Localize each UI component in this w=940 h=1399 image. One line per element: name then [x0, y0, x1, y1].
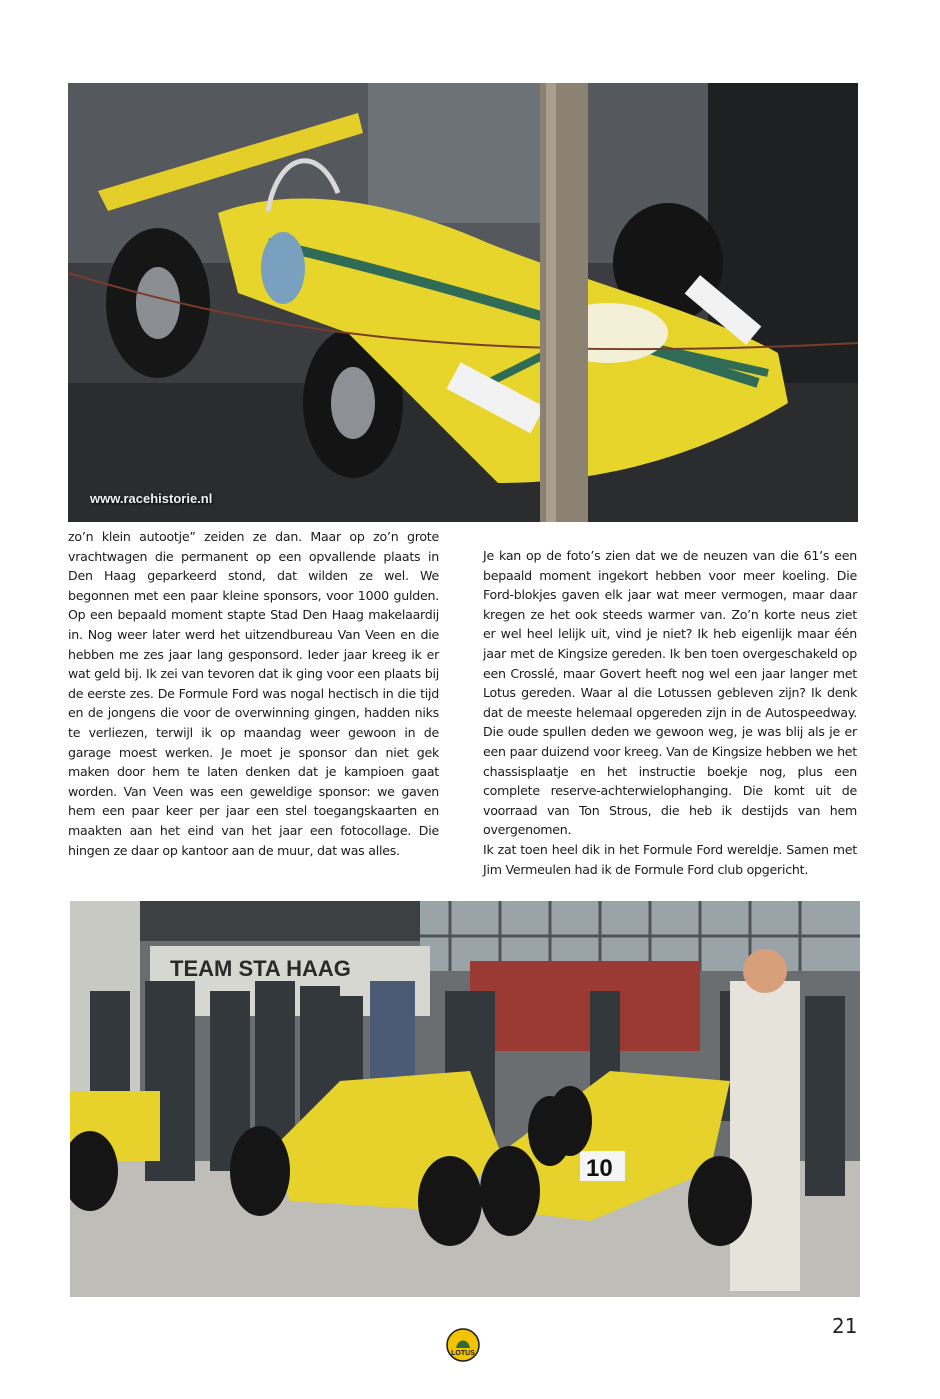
photo-pit-lane-group	[70, 901, 860, 1297]
paragraph: Ik zat toen heel dik in het Formule Ford wereldje. Samen met Jim Vermeulen had ik de Formule Ford club opgericht.	[483, 841, 857, 877]
car-number-text: 10	[586, 1155, 613, 1182]
page-number: 21	[832, 1314, 858, 1338]
paragraph: zo’n klein autootje” zeiden ze dan. Maar op zo’n grote vrachtwagen die permanent op een opvallende plaats in Den Haag geparkeerd stond, dat wilden ze wel. We begonnen met een paar kleine sponsors, voor 1000 gulden. Op een bepaald moment stapte Stad Den Haag makelaardij in. Nog weer later werd het uitzendbureau Van Veen en die hebben me zes jaar lang gesponsord. Ieder jaar kreeg ik er wat geld bij. Ik zei van tevoren dat ik ging voor een plaats bij de eerste zes. De Formule Ford was nogal hectisch in die tijd en de jongens die voor de overwinning gingen, hadden niks te verliezen, terwijl ik op maandag weer gewoon in de garage moest werken. Je moet je sponsor dan niet gek maken door hem te laten denken dat je kampioen gaat worden. Van Veen was een geweldige sponsor: we gaven hem een paar keer per jaar een stel toegangskaarten en maakten aan het eind van het jaar een fotocollage. Die hingen ze daar op kantoor aan de muur, dat was alles.	[68, 529, 439, 858]
truck-sign-text: TEAM STA HAAG	[170, 956, 351, 981]
photo-yellow-race-car	[68, 83, 858, 522]
lotus-logo	[446, 1328, 480, 1362]
paragraph: Je kan op de foto’s zien dat we de neuzen van die 61’s een bepaald moment ingekort hebben voor meer koeling. Die Ford-blokjes gaven elk jaar wat meer vermogen, maar daar kregen ze het ook steeds warmer van. Zo’n korte neus ziet er wel heel lelijk uit, vind je niet? Ik heb eigenlijk maar één jaar met de Kingsize gereden. Ik ben toen overgeschakeld op een Crosslé, maar Govert heeft nog wel een jaar langer met Lotus gereden. Waar al die Lotussen gebleven zijn? Ik denk dat de meeste helemaal opgereden zijn in de Autospeedway. Die oude spullen deden we gewoon weg, je was blij als je er een paar duizend voor kreeg. Van de Kingsize hebben we het chassisplaatje en het instructie boekje nog, plus een complete reserve-achterwielophanging. Die komt uit de voorraad van Ton Strous, die heb ik destijds van hem overgenomen.	[483, 548, 857, 838]
race-car-illustration	[68, 83, 858, 522]
text-column-right	[483, 546, 857, 879]
pit-lane-illustration	[70, 901, 860, 1297]
text-column-left	[68, 527, 439, 860]
watermark-text: www.racehistorie.nl	[90, 491, 213, 506]
logo-text: LOTUS	[451, 1350, 475, 1357]
